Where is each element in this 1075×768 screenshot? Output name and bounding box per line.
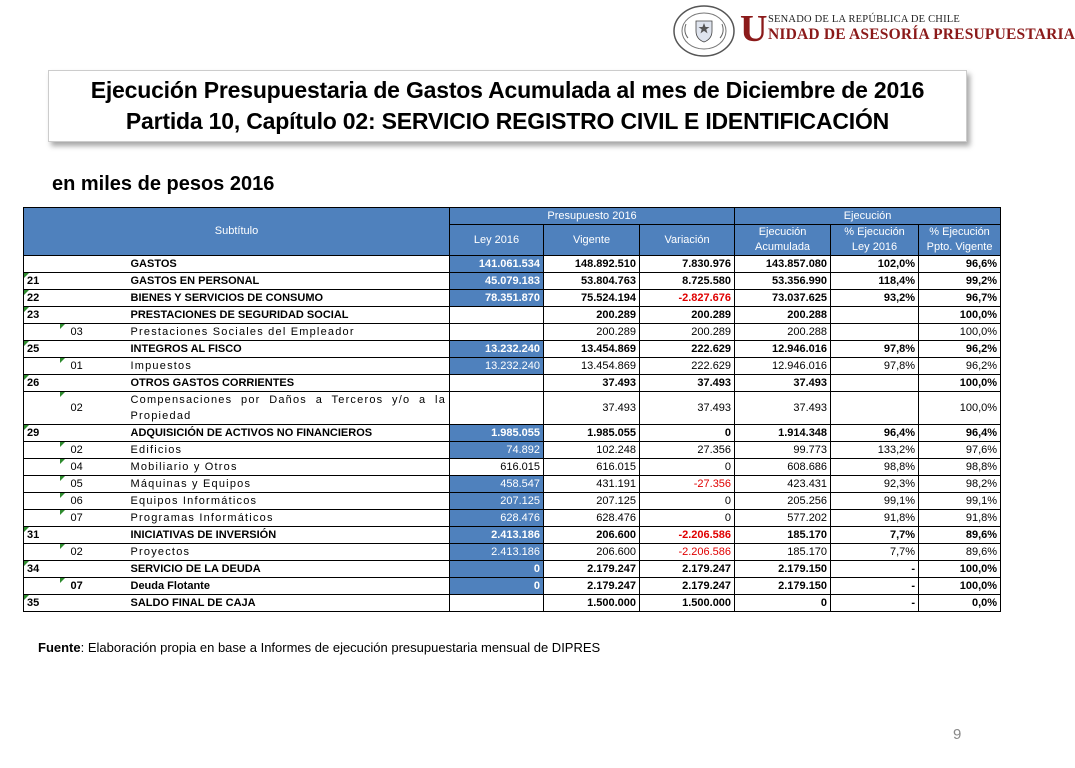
- cell-vigente: 616.015: [544, 459, 640, 476]
- cell-vigente: 206.600: [544, 544, 640, 561]
- header-pct-ley-line2: Ley 2016: [851, 241, 898, 253]
- cell-vigente: 53.804.763: [544, 273, 640, 290]
- cell-pct-vig: 89,6%: [919, 527, 1001, 544]
- logo-unit-text: NIDAD DE ASESORÍA PRESUPUESTARIA: [768, 26, 1075, 43]
- header-ej-acum-line1: Ejecución: [758, 226, 807, 238]
- table-row: [24, 578, 1001, 595]
- cell-pct-vig: 100,0%: [919, 307, 1001, 324]
- cell-ejec: 37.493: [735, 392, 831, 425]
- cell-vigente: 207.125: [544, 493, 640, 510]
- cell-variacion: 8.725.580: [640, 273, 735, 290]
- cell-ejec: 2.179.150: [735, 578, 831, 595]
- cell-subtitulo: 22: [24, 290, 63, 307]
- cell-vigente: 37.493: [544, 392, 640, 425]
- cell-item: [63, 527, 128, 544]
- table-row: [24, 595, 1001, 612]
- cell-item: 01: [63, 358, 128, 375]
- table-row: [24, 392, 1001, 425]
- cell-pct-ley: 91,8%: [831, 510, 919, 527]
- cell-ley: 1.985.055: [450, 425, 544, 442]
- cell-pct-ley: 133,2%: [831, 442, 919, 459]
- cell-pct-ley: [831, 324, 919, 341]
- cell-ejec: 37.493: [735, 375, 831, 392]
- flag-icon: [60, 324, 65, 329]
- cell-variacion: 200.289: [640, 307, 735, 324]
- table-row: [24, 375, 1001, 392]
- cell-item: [63, 256, 128, 273]
- cell-ley: 207.125: [450, 493, 544, 510]
- cell-pct-ley: 99,1%: [831, 493, 919, 510]
- cell-variacion: 37.493: [640, 375, 735, 392]
- cell-ley: [450, 324, 544, 341]
- cell-subtitulo: [24, 358, 63, 375]
- cell-ejec: 423.431: [735, 476, 831, 493]
- cell-pct-ley: [831, 375, 919, 392]
- cell-variacion: 2.179.247: [640, 561, 735, 578]
- cell-name: INTEGROS AL FISCO: [128, 341, 450, 358]
- cell-item: 02: [63, 544, 128, 561]
- cell-variacion: 7.830.976: [640, 256, 735, 273]
- cell-name: Máquinas y Equipos: [128, 476, 450, 493]
- header-ejecucion: Ejecución: [735, 208, 1001, 225]
- flag-icon: [24, 595, 29, 600]
- cell-variacion: -2.827.676: [640, 290, 735, 307]
- cell-name: Mobiliario y Otros: [128, 459, 450, 476]
- cell-item: 03: [63, 324, 128, 341]
- cell-ejec: 185.170: [735, 544, 831, 561]
- cell-ejec: 608.686: [735, 459, 831, 476]
- cell-ejec: 577.202: [735, 510, 831, 527]
- cell-pct-vig: 99,2%: [919, 273, 1001, 290]
- cell-pct-vig: 100,0%: [919, 561, 1001, 578]
- cell-subtitulo: [24, 493, 63, 510]
- cell-ley: [450, 375, 544, 392]
- cell-pct-ley: 7,7%: [831, 527, 919, 544]
- cell-subtitulo: [24, 476, 63, 493]
- cell-pct-vig: 96,7%: [919, 290, 1001, 307]
- cell-subtitulo: 21: [24, 273, 63, 290]
- cell-ejec: 53.356.990: [735, 273, 831, 290]
- flag-icon: [60, 358, 65, 363]
- cell-pct-vig: 89,6%: [919, 544, 1001, 561]
- flag-icon: [24, 341, 29, 346]
- table-row: [24, 256, 1001, 273]
- cell-variacion: 0: [640, 510, 735, 527]
- flag-icon: [60, 544, 65, 549]
- cell-pct-vig: 100,0%: [919, 578, 1001, 595]
- table-row: [24, 358, 1001, 375]
- cell-pct-ley: -: [831, 578, 919, 595]
- flag-icon: [24, 527, 29, 532]
- cell-subtitulo: [24, 256, 63, 273]
- cell-subtitulo: [24, 392, 63, 425]
- cell-vigente: 75.524.194: [544, 290, 640, 307]
- cell-name: Programas Informáticos: [128, 510, 450, 527]
- cell-subtitulo: [24, 578, 63, 595]
- cell-vigente: 628.476: [544, 510, 640, 527]
- cell-name: BIENES Y SERVICIOS DE CONSUMO: [128, 290, 450, 307]
- cell-name: Edificios: [128, 442, 450, 459]
- cell-subtitulo: 26: [24, 375, 63, 392]
- cell-subtitulo: [24, 324, 63, 341]
- flag-icon: [24, 561, 29, 566]
- table-body: [24, 256, 1001, 612]
- cell-item: [63, 273, 128, 290]
- header-ej-acum-line2: Acumulada: [755, 241, 811, 253]
- cell-item: 07: [63, 578, 128, 595]
- seal-icon: [672, 4, 736, 58]
- cell-pct-vig: 100,0%: [919, 392, 1001, 425]
- cell-pct-vig: 96,2%: [919, 341, 1001, 358]
- flag-icon: [60, 578, 65, 583]
- cell-pct-vig: 100,0%: [919, 375, 1001, 392]
- cell-name: Compensaciones por Daños a Terceros y/o a la Propiedad: [128, 392, 450, 425]
- cell-ejec: 2.179.150: [735, 561, 831, 578]
- cell-variacion: 200.289: [640, 324, 735, 341]
- cell-ejec: 205.256: [735, 493, 831, 510]
- cell-item: 02: [63, 442, 128, 459]
- cell-variacion: 222.629: [640, 341, 735, 358]
- cell-vigente: 1.500.000: [544, 595, 640, 612]
- flag-icon: [60, 476, 65, 481]
- cell-pct-vig: 99,1%: [919, 493, 1001, 510]
- cell-subtitulo: 25: [24, 341, 63, 358]
- cell-name: Equipos Informáticos: [128, 493, 450, 510]
- cell-pct-vig: 97,6%: [919, 442, 1001, 459]
- header-pct-ley-line1: % Ejecución: [844, 226, 905, 238]
- cell-ley: 78.351.870: [450, 290, 544, 307]
- logo-senado-text: SENADO DE LA REPÚBLICA DE CHILE: [768, 14, 960, 25]
- logo-letter: U: [740, 8, 768, 50]
- table-row: [24, 442, 1001, 459]
- cell-ley: [450, 595, 544, 612]
- table-row: [24, 307, 1001, 324]
- table-row: [24, 341, 1001, 358]
- source-note: [38, 640, 600, 655]
- header-subtitulo: Subtítulo: [24, 208, 450, 256]
- cell-variacion: -2.206.586: [640, 527, 735, 544]
- cell-pct-ley: 102,0%: [831, 256, 919, 273]
- table-row: [24, 425, 1001, 442]
- cell-ejec: 99.773: [735, 442, 831, 459]
- cell-vigente: 2.179.247: [544, 561, 640, 578]
- cell-name: Prestaciones Sociales del Empleador: [128, 324, 450, 341]
- cell-ley: 74.892: [450, 442, 544, 459]
- cell-vigente: 13.454.869: [544, 341, 640, 358]
- cell-name: Impuestos: [128, 358, 450, 375]
- table-row: [24, 273, 1001, 290]
- cell-ejec: 73.037.625: [735, 290, 831, 307]
- cell-pct-ley: 97,8%: [831, 358, 919, 375]
- cell-item: [63, 341, 128, 358]
- cell-pct-ley: -: [831, 595, 919, 612]
- flag-icon: [60, 493, 65, 498]
- cell-subtitulo: [24, 459, 63, 476]
- header-ley: Ley 2016: [450, 225, 544, 256]
- cell-pct-vig: 96,6%: [919, 256, 1001, 273]
- cell-pct-ley: -: [831, 561, 919, 578]
- cell-variacion: -27.356: [640, 476, 735, 493]
- cell-vigente: 102.248: [544, 442, 640, 459]
- cell-variacion: 0: [640, 493, 735, 510]
- table-row: [24, 459, 1001, 476]
- table-row: [24, 561, 1001, 578]
- title-line-2: Partida 10, Capítulo 02: SERVICIO REGISTRO CIVIL E IDENTIFICACIÓN: [125, 108, 890, 134]
- cell-pct-vig: 100,0%: [919, 324, 1001, 341]
- cell-ejec: 200.288: [735, 307, 831, 324]
- cell-pct-ley: 98,8%: [831, 459, 919, 476]
- cell-pct-ley: [831, 307, 919, 324]
- cell-subtitulo: 35: [24, 595, 63, 612]
- page-number: 9: [953, 726, 962, 743]
- cell-variacion: 1.500.000: [640, 595, 735, 612]
- cell-subtitulo: 31: [24, 527, 63, 544]
- cell-item: [63, 561, 128, 578]
- cell-subtitulo: [24, 442, 63, 459]
- header-presupuesto: Presupuesto 2016: [450, 208, 735, 225]
- cell-ley: 13.232.240: [450, 341, 544, 358]
- flag-icon: [60, 442, 65, 447]
- cell-item: 04: [63, 459, 128, 476]
- cell-pct-ley: 96,4%: [831, 425, 919, 442]
- cell-variacion: 2.179.247: [640, 578, 735, 595]
- cell-item: 06: [63, 493, 128, 510]
- cell-variacion: 27.356: [640, 442, 735, 459]
- cell-subtitulo: 23: [24, 307, 63, 324]
- flag-icon: [24, 375, 29, 380]
- cell-variacion: 0: [640, 425, 735, 442]
- source-label: Fuente: [38, 640, 81, 655]
- header-ejecucion-acumulada: [735, 225, 831, 256]
- title-box: [48, 70, 967, 142]
- cell-ejec: 1.914.348: [735, 425, 831, 442]
- cell-ley: 0: [450, 561, 544, 578]
- flag-icon: [24, 425, 29, 430]
- cell-ley: 616.015: [450, 459, 544, 476]
- cell-subtitulo: 29: [24, 425, 63, 442]
- cell-pct-vig: 98,2%: [919, 476, 1001, 493]
- cell-vigente: 431.191: [544, 476, 640, 493]
- cell-name: ADQUISICIÓN DE ACTIVOS NO FINANCIEROS: [128, 425, 450, 442]
- header-pct-vigente: [919, 225, 1001, 256]
- cell-name: GASTOS EN PERSONAL: [128, 273, 450, 290]
- cell-item: [63, 595, 128, 612]
- table-row: [24, 324, 1001, 341]
- cell-vigente: 1.985.055: [544, 425, 640, 442]
- header-pct-vig-line2: Ppto. Vigente: [926, 241, 993, 253]
- cell-name: INICIATIVAS DE INVERSIÓN: [128, 527, 450, 544]
- flag-icon: [24, 273, 29, 278]
- header-variacion: Variación: [640, 225, 735, 256]
- cell-subtitulo: [24, 510, 63, 527]
- cell-ley: 13.232.240: [450, 358, 544, 375]
- cell-pct-vig: 96,2%: [919, 358, 1001, 375]
- cell-name: GASTOS: [128, 256, 450, 273]
- cell-pct-ley: 92,3%: [831, 476, 919, 493]
- cell-item: 07: [63, 510, 128, 527]
- cell-ejec: 12.946.016: [735, 341, 831, 358]
- cell-ejec: 0: [735, 595, 831, 612]
- cell-ley: 0: [450, 578, 544, 595]
- cell-name: SERVICIO DE LA DEUDA: [128, 561, 450, 578]
- cell-vigente: 200.289: [544, 307, 640, 324]
- cell-subtitulo: [24, 544, 63, 561]
- cell-name: OTROS GASTOS CORRIENTES: [128, 375, 450, 392]
- flag-icon: [60, 510, 65, 515]
- cell-pct-vig: 0,0%: [919, 595, 1001, 612]
- table-row: [24, 544, 1001, 561]
- table-row: [24, 476, 1001, 493]
- cell-item: [63, 290, 128, 307]
- cell-vigente: 37.493: [544, 375, 640, 392]
- title-line-1: Ejecución Presupuestaria de Gastos Acumulada al mes de Diciembre de 2016: [90, 77, 925, 103]
- cell-ley: 141.061.534: [450, 256, 544, 273]
- flag-icon: [24, 290, 29, 295]
- cell-vigente: 206.600: [544, 527, 640, 544]
- header-pct-vig-line1: % Ejecución: [929, 226, 990, 238]
- cell-item: [63, 307, 128, 324]
- cell-pct-ley: 118,4%: [831, 273, 919, 290]
- cell-ejec: 143.857.080: [735, 256, 831, 273]
- cell-name: Deuda Flotante: [128, 578, 450, 595]
- cell-ley: 458.547: [450, 476, 544, 493]
- cell-pct-ley: [831, 392, 919, 425]
- cell-ley: 2.413.186: [450, 544, 544, 561]
- cell-pct-vig: 98,8%: [919, 459, 1001, 476]
- header-vigente: Vigente: [544, 225, 640, 256]
- cell-name: Proyectos: [128, 544, 450, 561]
- cell-pct-ley: 97,8%: [831, 341, 919, 358]
- table-row: [24, 493, 1001, 510]
- cell-ejec: 185.170: [735, 527, 831, 544]
- cell-pct-ley: 7,7%: [831, 544, 919, 561]
- cell-item: 02: [63, 392, 128, 425]
- flag-icon: [24, 307, 29, 312]
- cell-variacion: 37.493: [640, 392, 735, 425]
- cell-vigente: 2.179.247: [544, 578, 640, 595]
- source-text: : Elaboración propia en base a Informes de ejecución presupuestaria mensual de DIPRES: [80, 640, 601, 655]
- cell-item: 05: [63, 476, 128, 493]
- flag-icon: [60, 392, 65, 397]
- table-row: [24, 527, 1001, 544]
- cell-variacion: -2.206.586: [640, 544, 735, 561]
- cell-item: [63, 425, 128, 442]
- cell-pct-vig: 96,4%: [919, 425, 1001, 442]
- cell-pct-vig: 91,8%: [919, 510, 1001, 527]
- header-pct-ley: [831, 225, 919, 256]
- table-row: [24, 290, 1001, 307]
- cell-pct-ley: 93,2%: [831, 290, 919, 307]
- budget-table: [23, 207, 1001, 612]
- cell-vigente: 148.892.510: [544, 256, 640, 273]
- units-subtitle: en miles de pesos 2016: [52, 173, 275, 195]
- cell-ley: 2.413.186: [450, 527, 544, 544]
- cell-variacion: 222.629: [640, 358, 735, 375]
- cell-name: PRESTACIONES DE SEGURIDAD SOCIAL: [128, 307, 450, 324]
- flag-icon: [60, 459, 65, 464]
- cell-name: SALDO FINAL DE CAJA: [128, 595, 450, 612]
- cell-ejec: 12.946.016: [735, 358, 831, 375]
- cell-ley: [450, 392, 544, 425]
- cell-ejec: 200.288: [735, 324, 831, 341]
- cell-vigente: 200.289: [544, 324, 640, 341]
- cell-subtitulo: 34: [24, 561, 63, 578]
- cell-ley: 45.079.183: [450, 273, 544, 290]
- cell-item: [63, 375, 128, 392]
- cell-ley: [450, 307, 544, 324]
- senado-logo: [672, 4, 1075, 58]
- table-row: [24, 510, 1001, 527]
- cell-ley: 628.476: [450, 510, 544, 527]
- cell-variacion: 0: [640, 459, 735, 476]
- cell-vigente: 13.454.869: [544, 358, 640, 375]
